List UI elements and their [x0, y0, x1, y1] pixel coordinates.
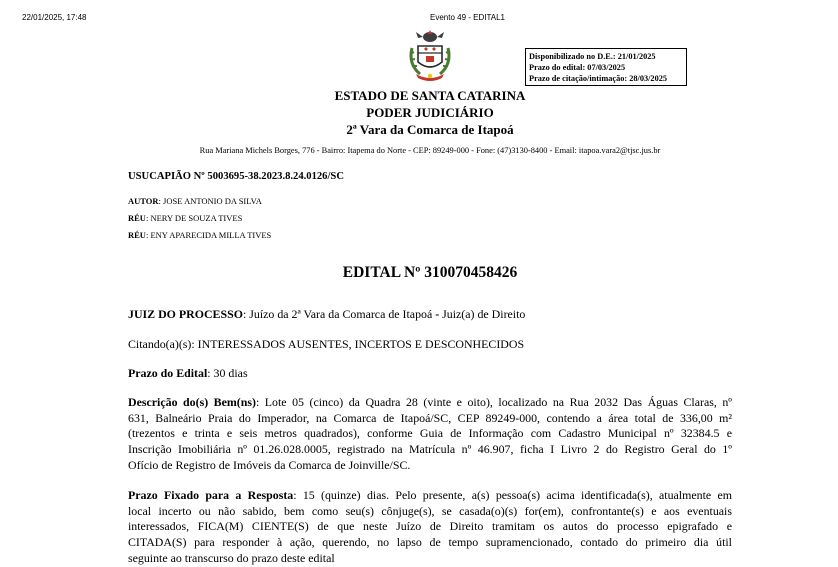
response-line: interessados, FICA(M) CIENTE(S) de que neste Juízo de Direito tramitam os autos do processo epigrafado e [128, 519, 732, 534]
process-number: USUCAPIÃO Nº 5003695-38.2023.8.24.0126/SC [128, 171, 344, 182]
court-address: Rua Mariana Michels Borges, 776 - Bairro: Itapema do Norte - CEP: 89249-000 - Fone: (47)3130-8400 - Email: itapoa.vara2@tjsc.jus.br [199, 146, 661, 155]
print-datetime: 22/01/2025, 17:48 [22, 13, 87, 22]
goods-line: Ofício de Registro de Imóveis da Comarca de Joinville/SC. [128, 457, 411, 472]
citation-deadline-line: Prazo de citação/intimação: 28/03/2025 [529, 74, 668, 84]
response-line: CITADA(S) para responder à ação, querendo, no lapso de tempo supramencionado, contado do primeiro dia útil [128, 535, 732, 550]
party-role: RÉU [128, 230, 146, 240]
state-title: ESTADO DE SANTA CATARINA [334, 88, 526, 103]
disponibilizado-line: Disponibilizado no D.E.: 21/01/2025 [529, 52, 656, 61]
party-author: AUTOR: JOSE ANTONIO DA SILVA [128, 196, 262, 206]
goods-line: Inscrição Imobiliária nº 01.26.028.0005, registrado na Matrícula nº 46.907, ficha I Livro 2 do Registro Geral do 1º [128, 442, 732, 457]
term-label: Prazo do Edital [128, 366, 208, 380]
response-line: Prazo Fixado para a Resposta: 15 (quinze) dias. Pelo presente, a(s) pessoa(s) acima identificada(s), atualmente em [128, 488, 732, 502]
party-role: AUTOR [128, 196, 159, 206]
edital-title: EDITAL Nº 310070458426 [342, 264, 518, 281]
judiciary-title: PODER JUDICIÁRIO [366, 105, 494, 120]
judge-value: : Juízo da 2ª Vara da Comarca de Itapoá [242, 307, 433, 321]
goods-line: (trezentos e trinta e seis metros quadrados), conforme Guia de Informação com Cadastro Municipal nº 32384.5 e [128, 426, 732, 441]
judge-role: Juiz(a) de Direito [442, 307, 526, 321]
event-label: Evento 49 - EDITAL1 [430, 13, 505, 22]
response-line: seguinte ao transcurso do prazo deste edital [128, 550, 335, 565]
term-value: : 30 dias [207, 366, 248, 380]
party-defendant-2: RÉU: ENY APARECIDA MILLA TIVES [128, 230, 272, 240]
goods-line: Descrição do(s) Bem(ns): Lote 05 (cinco) da Quadra 28 (vinte e oito), localizado na Rua 2032 Das Águas Claras, nº [128, 395, 732, 409]
publication-dates-box [525, 48, 687, 86]
coat-of-arms-icon [402, 28, 458, 84]
citing-paragraph: Citando(a)(s): INTERESSADOS AUSENTES, INCERTOS E DESCONHECIDOS [128, 337, 525, 351]
response-line: local incerto ou não sabido, bem como seu(s) cônjuge(s), se casada(o)(s) for(em), confrontante(s) e aos eventuais [128, 503, 732, 518]
goods-description-paragraph [128, 395, 732, 474]
party-defendant-1: RÉU: NERY DE SOUZA TIVES [128, 213, 243, 223]
judge-paragraph [128, 307, 732, 323]
response-label: Prazo Fixado para a Resposta [128, 488, 294, 502]
court-title: 2ª Vara da Comarca de Itapoá [346, 122, 514, 137]
judge-separator: - [432, 307, 443, 321]
party-name: JOSE ANTONIO DA SILVA [163, 196, 262, 206]
term-paragraph [128, 366, 732, 382]
party-name: NERY DE SOUZA TIVES [150, 213, 243, 223]
response-paragraph [128, 488, 732, 567]
edital-deadline-line: Prazo do edital: 07/03/2025 [529, 63, 626, 73]
judge-label: JUIZ DO PROCESSO [128, 307, 243, 321]
party-role: RÉU [128, 213, 146, 223]
goods-label: Descrição do(s) Bem(ns) [128, 395, 256, 409]
goods-line: 631, Balneário Praia do Imperador, na Comarca de Itapoá/SC, CEP 89249-000, contendo a área total de 336,00 m² [128, 410, 732, 425]
party-name: ENY APARECIDA MILLA TIVES [150, 230, 272, 240]
